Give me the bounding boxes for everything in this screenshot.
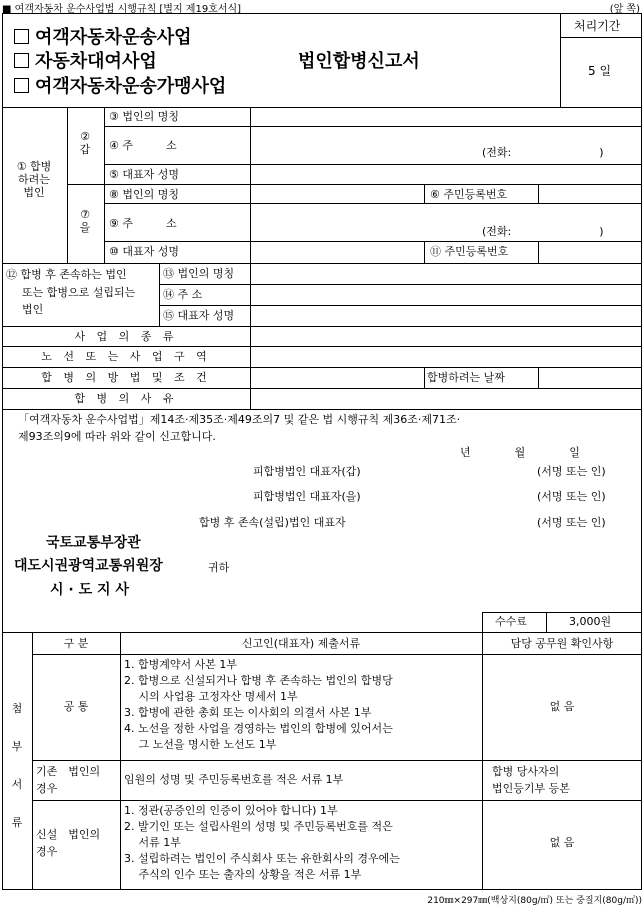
processing-period-value: 5 일	[588, 64, 612, 78]
form-name: 법인합병신고서	[298, 51, 420, 72]
surviving-corp-label-2: 또는 합병으로 설립되는	[22, 286, 136, 299]
declaration-date: 년 월 일	[460, 446, 580, 459]
common-label: 공 통	[63, 700, 89, 713]
common-docs-list: 1. 합병계약서 사본 1부 2. 합병으로 신설되거나 합병 후 존속하는 법인의 합병당 시의 사업용 고정자산 명세서 1부 3. 합병에 관한 총회 또는 이사회의 의결서 사본 1부 4. 노선을 정한 사업을 경영하는 법인의 합병에 있어서는 그 노선을 명시한 노선도 1부	[124, 658, 393, 751]
declaration-line-2: 제93조의9에 따라 위와 같이 신고합니다.	[18, 430, 216, 443]
existing-check-1: 합병 당사자의	[492, 765, 560, 778]
existing-label-2: 경우	[36, 782, 58, 795]
eul-phone-label: (전화: )	[482, 225, 604, 238]
recipient-2: 대도시권광역교통위원장	[14, 558, 163, 574]
title-line-2: 자동차대여사업	[14, 51, 157, 73]
merge-reason-label: 합 병 의 사 유	[74, 392, 178, 405]
title-line-1: 여객자동차운송사업	[14, 27, 192, 49]
col-docs-header: 신고인(대표자) 제출서류	[241, 637, 361, 650]
common-check: 없 음	[549, 700, 575, 713]
processing-period-label: 처리기간	[574, 19, 621, 33]
col-check-header: 담당 공무원 확인사항	[510, 637, 614, 650]
fee-label: 수수료	[495, 615, 527, 628]
recipient-3: 시 · 도 지 사	[50, 582, 129, 598]
new-label-2: 경우	[36, 845, 58, 858]
signer-surviving-sign: (서명 또는 인)	[537, 516, 606, 529]
checkbox-passenger-transport[interactable]	[14, 29, 29, 44]
merge-method-label: 합 병 의 방 법 및 조 건	[41, 371, 211, 384]
eul-reg-no-label: ⑥ 주민등록번호	[430, 188, 508, 201]
gap-corp-name-label: ③ 법인의 명칭	[109, 110, 179, 123]
gap-rep-label: ⑤ 대표자 성명	[109, 168, 179, 181]
recipient-1: 국토교통부장관	[46, 535, 141, 551]
col-category-header: 구 분	[63, 637, 89, 650]
eul-rep-reg-no-label: ⑪ 주민등록번호	[430, 245, 509, 258]
merge-date-label: 합병하려는 날짜	[427, 371, 505, 384]
recipient-suffix: 귀하	[208, 561, 230, 574]
new-check: 없 음	[549, 836, 575, 849]
surviving-corp-rep-label: ⑮ 대표자 성명	[163, 309, 235, 322]
fee-value: 3,000원	[569, 615, 612, 628]
page-side-label: (앞 쪽)	[609, 4, 640, 15]
surviving-corp-name-label: ⑬ 법인의 명칭	[163, 267, 235, 280]
route-area-label: 노 선 또 는 사 업 구 역	[41, 350, 211, 363]
eul-rep-label: ⑩ 대표자 성명	[109, 245, 179, 258]
business-type-label: 사 업 의 종 류	[74, 330, 178, 343]
party-gap-label: ② 갑	[79, 130, 91, 157]
signer-eul-sign: (서명 또는 인)	[537, 490, 606, 503]
signer-eul-label: 피합병법인 대표자(을)	[253, 490, 361, 503]
declaration-line-1: 「여객자동차 운수사업법」제14조·제35조·제49조의7 및 같은 법 시행규칙 제36조·제71조·	[18, 413, 461, 426]
surviving-corp-label-3: 법인	[22, 303, 44, 316]
form-reference: ■ 여객자동차 운수사업법 시행규칙 [별지 제19호서식]	[2, 4, 242, 15]
gap-phone-label: (전화: )	[482, 146, 604, 159]
signer-gap-label: 피합병법인 대표자(갑)	[253, 465, 361, 478]
new-label-1: 신설 법인의	[36, 828, 101, 841]
paper-spec: 210㎜×297㎜(백상지(80g/㎡) 또는 중질지(80g/㎡))	[427, 896, 642, 906]
eul-address-label: ⑨ 주 소	[109, 217, 177, 230]
title-line-3: 여객자동차운송가맹사업	[14, 76, 226, 98]
existing-label-1: 기존 법인의	[36, 765, 101, 778]
party-eul-label: ⑦ 을	[79, 208, 91, 235]
eul-corp-name-label: ⑧ 법인의 명칭	[109, 188, 179, 201]
checkbox-franchise[interactable]	[14, 78, 29, 93]
existing-docs: 임원의 성명 및 주민등록번호를 적은 서류 1부	[124, 773, 344, 786]
existing-check-2: 법인등기부 등본	[492, 782, 570, 795]
signer-gap-sign: (서명 또는 인)	[537, 465, 606, 478]
attachments-side-label: 첨 부 서 류	[11, 702, 23, 829]
surviving-corp-label-1: ⑫ 합병 후 존속하는 법인	[6, 268, 127, 281]
surviving-corp-address-label: ⑭ 주 소	[163, 288, 203, 301]
gap-address-label: ④ 주 소	[109, 139, 177, 152]
merging-corp-label: ① 합병 하려는 법인	[16, 160, 52, 200]
signer-surviving-label: 합병 후 존속(설립)법인 대표자	[199, 516, 346, 529]
checkbox-car-rental[interactable]	[14, 53, 29, 68]
new-docs-list: 1. 정관(공증인의 인증이 있어야 합니다) 1부 2. 발기인 또는 설립사원의 성명 및 주민등록번호를 적은 서류 1부 3. 설립하려는 법인이 주식회사 또는 유한회사의 경우에는 주식의 인수 또는 출자의 상황을 적은 서류 1부	[124, 804, 400, 881]
